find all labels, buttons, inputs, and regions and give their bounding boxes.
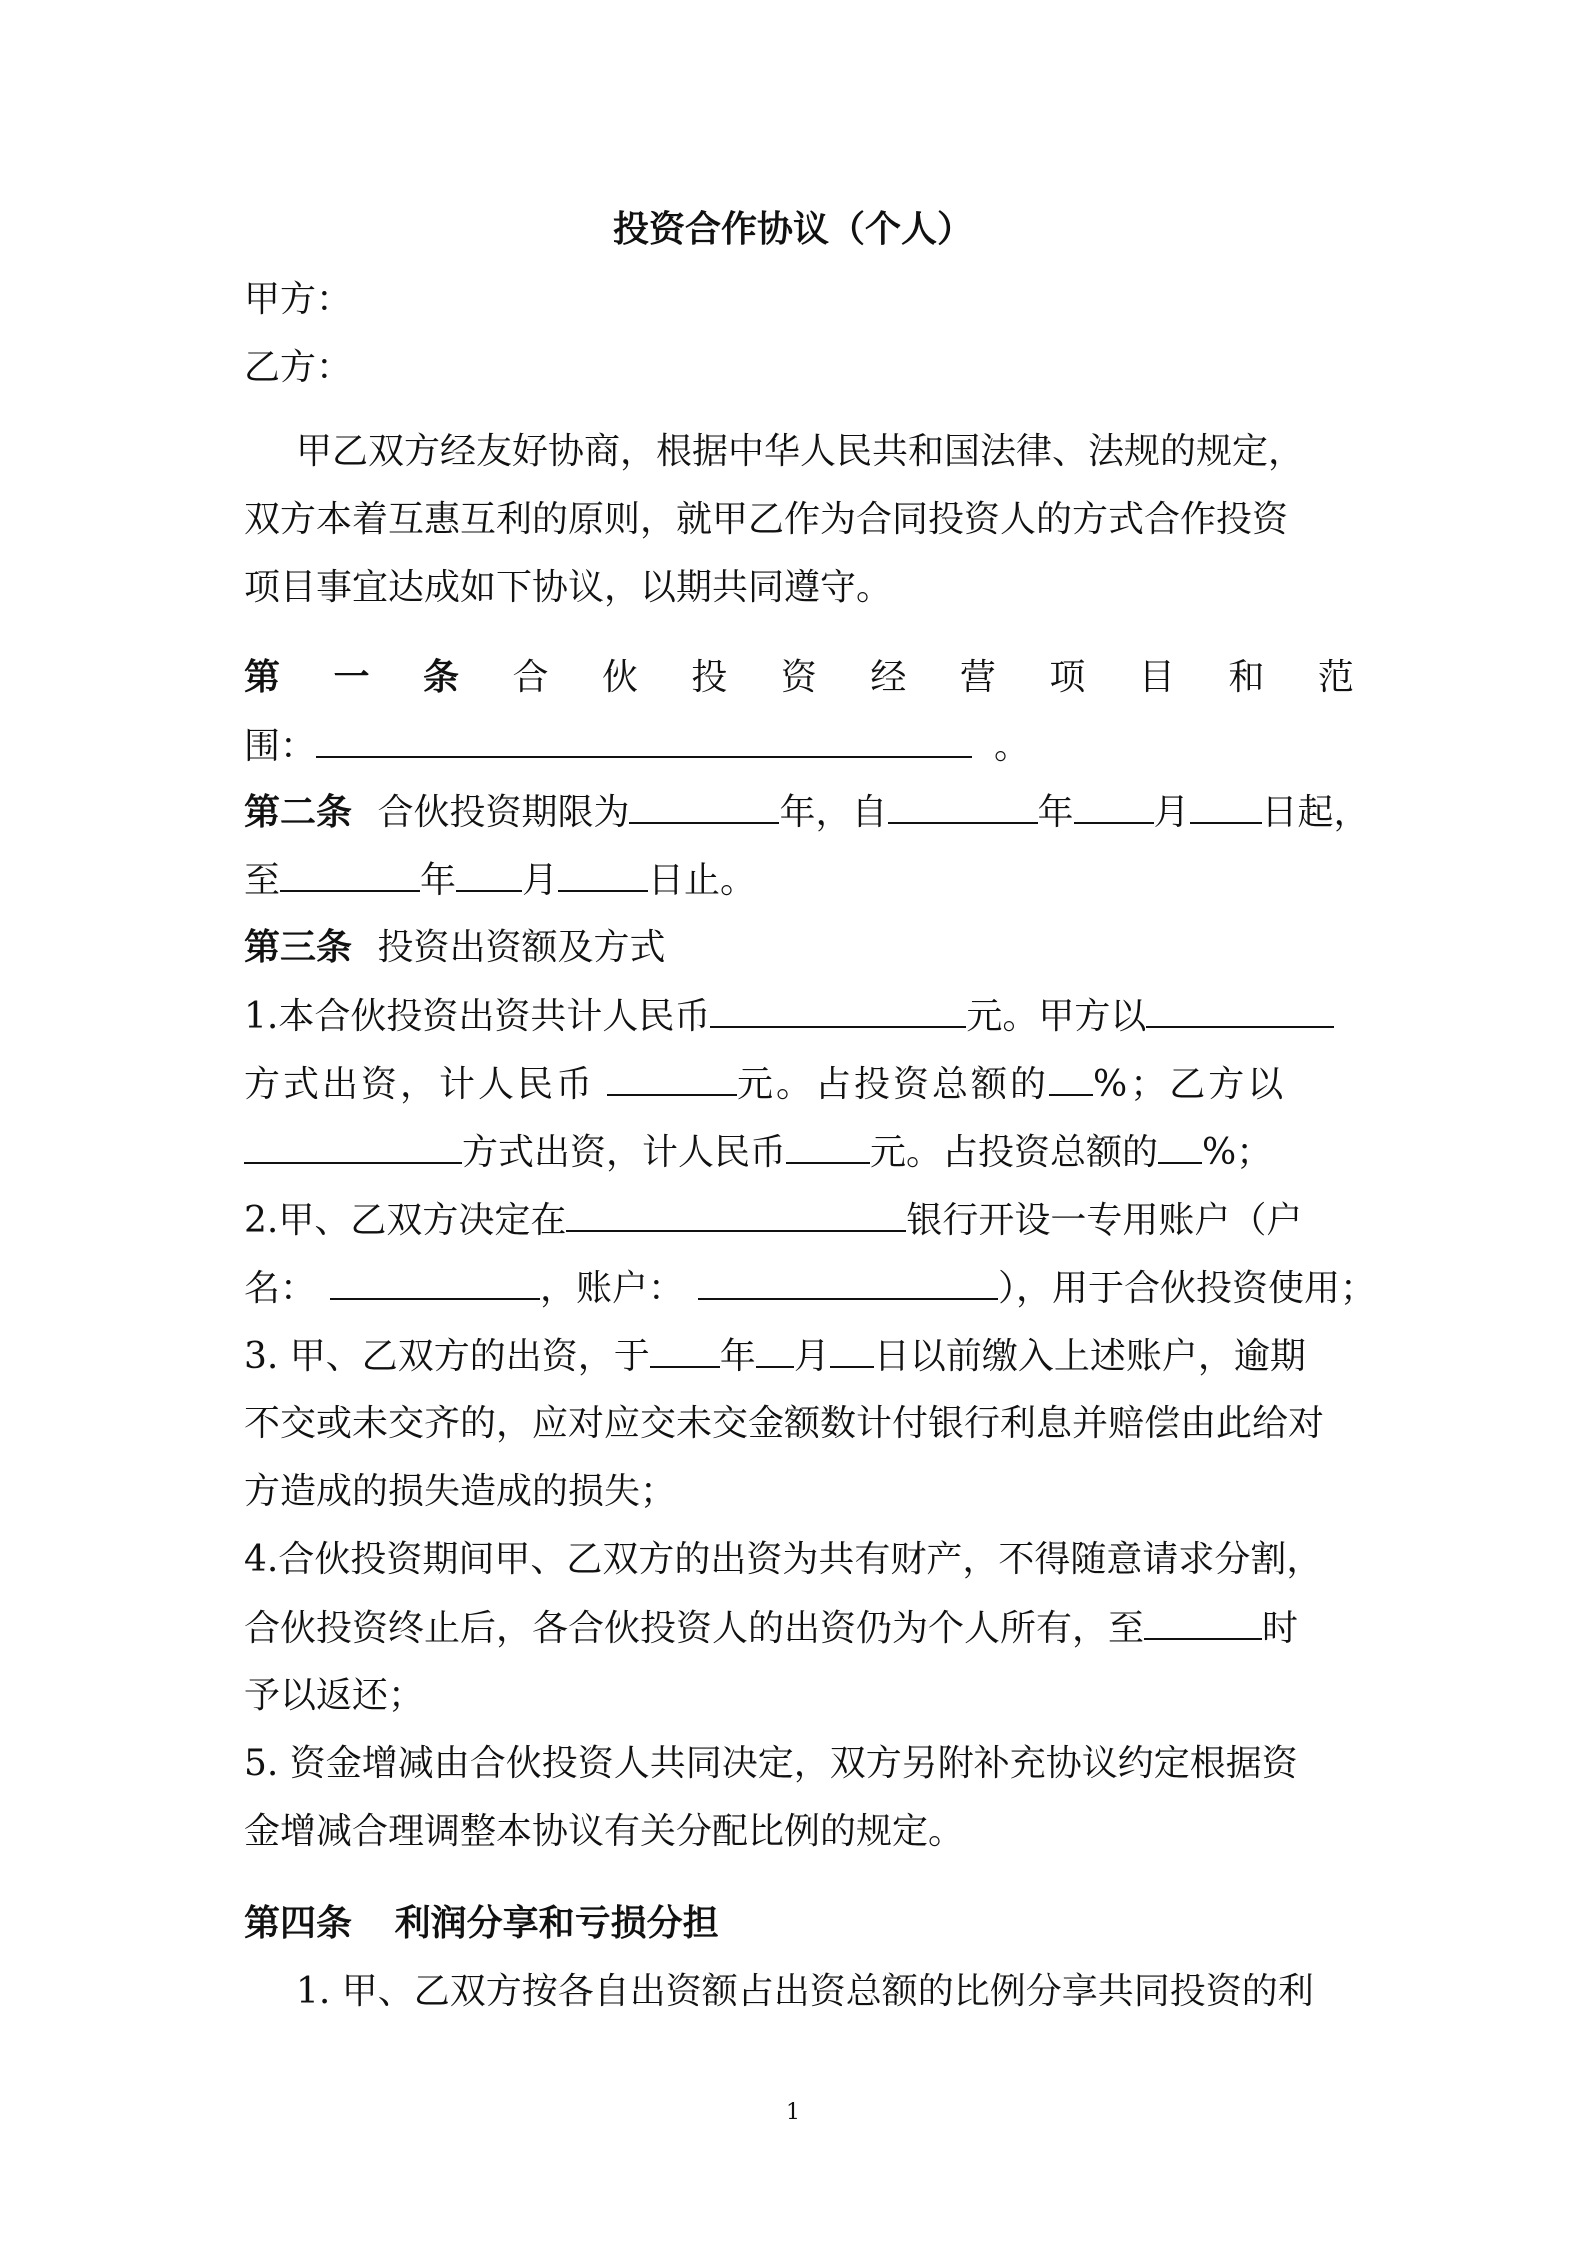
art3-p4-line-1: 4.合伙投资期间甲、乙双方的出资为共有财产，不得随意请求分割， bbox=[244, 1539, 1323, 1580]
art1-char: 项 bbox=[1049, 657, 1086, 698]
art3-p3-line-2: 不交或未交齐的，应对应交未交金额数计付银行利息并赔偿由此给对 bbox=[244, 1403, 1325, 1444]
intro-line-2: 双方本着互惠互利的原则，就甲乙作为合同投资人的方式合作投资 bbox=[244, 499, 1289, 540]
art1-scope-label: 围： bbox=[244, 726, 317, 767]
art3-text: 月 bbox=[793, 1336, 830, 1377]
art3-text: %； bbox=[1202, 1132, 1273, 1173]
art1-char: 营 bbox=[959, 657, 996, 698]
art2-text: 日起， bbox=[1261, 792, 1370, 833]
art1-char: 范 bbox=[1317, 657, 1354, 698]
art3-p4-line-2 bbox=[244, 1604, 1354, 1653]
art3-p2-line-2 bbox=[244, 1264, 1377, 1313]
article-2-line-2 bbox=[244, 856, 1354, 905]
end-year-blank[interactable] bbox=[280, 856, 420, 892]
art2-text: 月 bbox=[1153, 792, 1190, 833]
art1-char: 目 bbox=[1138, 657, 1175, 698]
deposit-day-blank[interactable] bbox=[830, 1332, 874, 1368]
art3-p5-line-1: 5. 资金增减由合伙投资人共同决定，双方另附补充协议约定根据资 bbox=[244, 1743, 1298, 1784]
art3-text: ），用于合伙投资使用； bbox=[998, 1268, 1377, 1309]
art3-text: 1.本合伙投资出资共计人民币 bbox=[244, 996, 711, 1037]
art3-text: 方式出资，计人民币 bbox=[462, 1132, 787, 1173]
party-b-method-blank[interactable] bbox=[244, 1128, 462, 1164]
account-name-blank[interactable] bbox=[330, 1264, 540, 1300]
art2-text: 合伙投资期限为 bbox=[377, 792, 630, 833]
article-2-line-1 bbox=[244, 788, 1370, 837]
art3-p5-line-2: 金增减合理调整本协议有关分配比例的规定。 bbox=[244, 1811, 965, 1852]
art3-text: 2.甲、乙双方决定在 bbox=[244, 1200, 567, 1241]
art3-p3-line-1 bbox=[244, 1332, 1354, 1381]
art1-char: 资 bbox=[780, 657, 817, 698]
return-time-blank[interactable] bbox=[1144, 1604, 1262, 1640]
article-3-heading bbox=[244, 924, 1354, 972]
end-day-blank[interactable] bbox=[558, 856, 648, 892]
party-a-percent-blank[interactable] bbox=[1049, 1060, 1093, 1096]
intro-line-1: 甲乙双方经友好协商，根据中华人民共和国法律、法规的规定， bbox=[296, 431, 1305, 472]
art1-end: 。 bbox=[994, 726, 1031, 767]
art2-text: 日止。 bbox=[648, 860, 757, 901]
art3-text: 元。占投资总额的 bbox=[870, 1132, 1159, 1173]
art2-text: 年 bbox=[420, 860, 457, 901]
party-b-label: 乙方： bbox=[244, 347, 353, 388]
article-4-heading bbox=[244, 1900, 1354, 1948]
art3-text: %；乙方以 bbox=[1093, 1064, 1287, 1105]
art2-text: 年，自 bbox=[779, 792, 888, 833]
deposit-year-blank[interactable] bbox=[650, 1332, 720, 1368]
art3-p1-line-2 bbox=[244, 1060, 1354, 1109]
art1-char: 条 bbox=[422, 657, 459, 698]
document-title: 投资合作协议（个人） bbox=[612, 209, 973, 250]
party-a-method-blank[interactable] bbox=[1146, 992, 1334, 1028]
art2-text: 年 bbox=[1037, 792, 1074, 833]
art3-text: 银行开设一专用账户（户 bbox=[906, 1200, 1303, 1241]
party-b-amount-blank[interactable] bbox=[786, 1128, 870, 1164]
art3-p1-line-1 bbox=[244, 992, 1354, 1041]
art1-char: 投 bbox=[691, 657, 728, 698]
art3-p3-line-3: 方造成的损失造成的损失； bbox=[244, 1471, 677, 1512]
start-day-blank[interactable] bbox=[1190, 788, 1262, 824]
art1-char: 伙 bbox=[601, 657, 638, 698]
art2-heading: 第二条 bbox=[244, 792, 353, 833]
end-month-blank[interactable] bbox=[456, 856, 522, 892]
art3-text: 时 bbox=[1262, 1608, 1299, 1649]
art3-text: 日以前缴入上述账户，逾期 bbox=[873, 1336, 1306, 1377]
term-years-blank[interactable] bbox=[629, 788, 779, 824]
art3-text: 元。甲方以 bbox=[966, 996, 1147, 1037]
art1-char: 一 bbox=[333, 657, 370, 698]
deposit-month-blank[interactable] bbox=[756, 1332, 794, 1368]
total-amount-blank[interactable] bbox=[710, 992, 966, 1028]
art3-text: 元。占投资总额的 bbox=[737, 1064, 1050, 1105]
start-year-blank[interactable] bbox=[888, 788, 1038, 824]
art2-text: 至 bbox=[244, 860, 281, 901]
art3-heading: 第三条 bbox=[244, 927, 353, 968]
art1-char: 和 bbox=[1228, 657, 1265, 698]
start-month-blank[interactable] bbox=[1074, 788, 1154, 824]
art4-heading: 第四条 bbox=[244, 1903, 353, 1944]
article-1-line-2 bbox=[244, 722, 1354, 771]
art4-title: 利润分享和亏损分担 bbox=[394, 1903, 719, 1944]
art1-char: 合 bbox=[512, 657, 549, 698]
art3-text: 年 bbox=[719, 1336, 756, 1377]
intro-line-3: 项目事宜达成如下协议，以期共同遵守。 bbox=[244, 567, 893, 608]
art2-text: 月 bbox=[522, 860, 559, 901]
art3-title: 投资出资额及方式 bbox=[377, 927, 666, 968]
art3-p2-line-1 bbox=[244, 1196, 1354, 1245]
art1-char: 第 bbox=[244, 657, 281, 698]
art4-p1-line-1: 1. 甲、乙双方按各自出资额占出资总额的比例分享共同投资的利 bbox=[296, 1971, 1314, 2012]
scope-blank[interactable] bbox=[316, 722, 972, 758]
art3-text: 方式出资，计人民币 bbox=[244, 1064, 596, 1105]
art3-text: ，账户： bbox=[540, 1268, 685, 1309]
art3-text: 3. 甲、乙双方的出资，于 bbox=[244, 1336, 650, 1377]
art3-p1-line-3 bbox=[244, 1128, 1354, 1177]
party-a-label: 甲方： bbox=[244, 279, 353, 320]
art1-char: 经 bbox=[870, 657, 907, 698]
art3-text: 合伙投资终止后，各合伙投资人的出资仍为个人所有，至 bbox=[244, 1608, 1145, 1649]
account-number-blank[interactable] bbox=[698, 1264, 998, 1300]
art3-p4-line-3: 予以返还； bbox=[244, 1675, 425, 1716]
page-number: 1 bbox=[786, 2100, 800, 2125]
article-1-line-1 bbox=[244, 654, 1354, 702]
party-a-amount-blank[interactable] bbox=[607, 1060, 737, 1096]
party-b-percent-blank[interactable] bbox=[1158, 1128, 1202, 1164]
art3-text: 名： bbox=[244, 1268, 317, 1309]
bank-name-blank[interactable] bbox=[566, 1196, 906, 1232]
